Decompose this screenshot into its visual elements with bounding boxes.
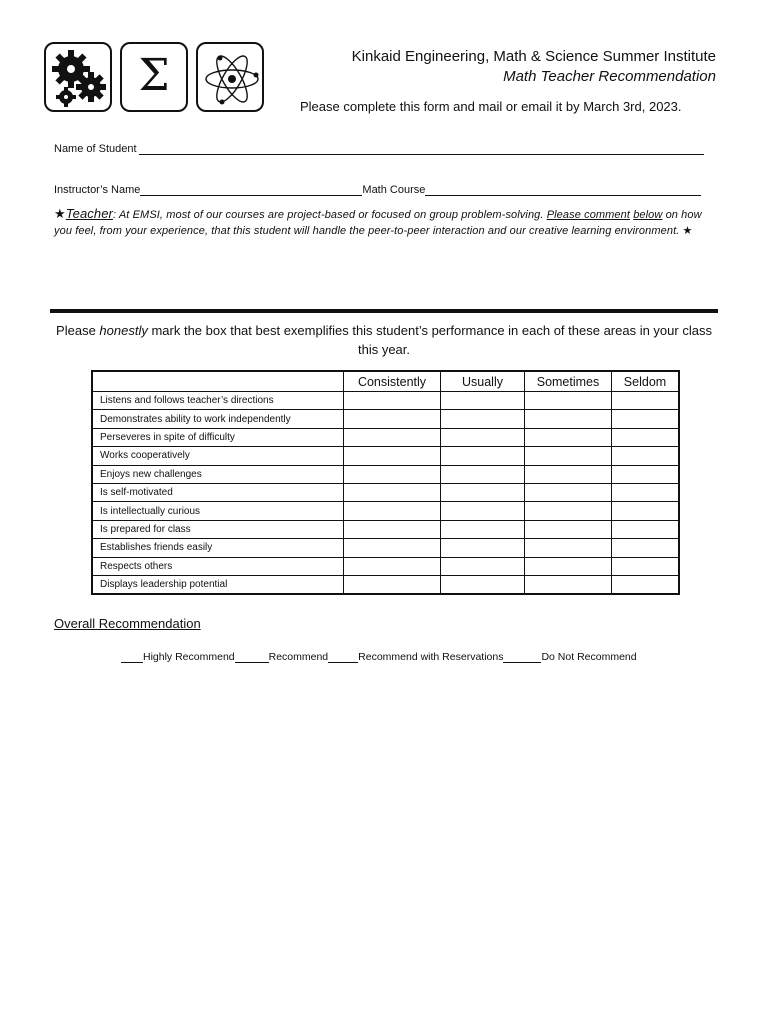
column-header: Consistently xyxy=(344,371,441,392)
rating-checkbox[interactable] xyxy=(525,520,612,538)
rating-checkbox[interactable] xyxy=(612,428,680,446)
table-header-row xyxy=(92,371,679,392)
rating-checkbox[interactable] xyxy=(344,447,441,465)
rating-checkbox[interactable] xyxy=(525,447,612,465)
teacher-note-text-a: At EMSI, most of our courses are project-based or focused on group problem-solving. xyxy=(116,209,547,221)
rating-checkbox[interactable] xyxy=(612,392,680,410)
rating-checkbox[interactable] xyxy=(344,502,441,520)
recommend-reservations-label: Recommend with Reservations xyxy=(358,651,504,663)
recommendation-options xyxy=(121,651,637,663)
criterion-label: Establishes friends easily xyxy=(92,539,344,557)
do-not-recommend-label: Do Not Recommend xyxy=(541,651,637,663)
do-not-recommend-blank[interactable] xyxy=(503,651,541,663)
below-text: below xyxy=(633,209,663,221)
student-name-label: Name of Student xyxy=(54,143,137,155)
sigma-icon: Σ xyxy=(138,50,170,101)
instructions: Please complete this form and mail or email it by March 3rd, 2023. xyxy=(300,99,682,114)
highly-recommend-blank[interactable] xyxy=(121,651,143,663)
rating-checkbox[interactable] xyxy=(525,502,612,520)
rating-checkbox[interactable] xyxy=(344,465,441,483)
table-row xyxy=(92,428,679,446)
criterion-label: Is prepared for class xyxy=(92,520,344,538)
atom-icon xyxy=(198,44,266,114)
rating-checkbox[interactable] xyxy=(525,428,612,446)
institute-title: Kinkaid Engineering, Math & Science Summer Institute xyxy=(351,48,716,65)
table-row xyxy=(92,539,679,557)
teacher-note-text-b: on how you feel, from your experience, that this student will handle the peer-to-peer interaction and our creative learning environment. xyxy=(54,209,702,237)
criterion-label: Perseveres in spite of difficulty xyxy=(92,428,344,446)
rating-checkbox[interactable] xyxy=(612,447,680,465)
performance-table-body xyxy=(92,392,679,595)
criterion-label: Works cooperatively xyxy=(92,447,344,465)
rating-checkbox[interactable] xyxy=(344,539,441,557)
rating-checkbox[interactable] xyxy=(525,539,612,557)
rating-checkbox[interactable] xyxy=(525,410,612,428)
section-divider xyxy=(50,309,718,313)
table-row xyxy=(92,575,679,594)
please-comment-text: Please comment xyxy=(546,209,631,221)
table-row xyxy=(92,520,679,538)
rating-checkbox[interactable] xyxy=(344,575,441,594)
table-row xyxy=(92,410,679,428)
instructor-label: Instructor’s Name xyxy=(54,184,141,196)
column-header: Sometimes xyxy=(525,371,612,392)
instructor-row xyxy=(54,183,701,196)
rating-checkbox[interactable] xyxy=(441,447,525,465)
rating-checkbox[interactable] xyxy=(441,465,525,483)
math-course-field[interactable] xyxy=(425,183,701,196)
end-star-icon: ★ xyxy=(682,225,693,237)
rating-checkbox[interactable] xyxy=(441,575,525,594)
rating-checkbox[interactable] xyxy=(612,557,680,575)
table-row xyxy=(92,557,679,575)
table-row xyxy=(92,502,679,520)
student-name-field[interactable] xyxy=(139,142,704,155)
criterion-label: Demonstrates ability to work independently xyxy=(92,410,344,428)
header xyxy=(352,47,716,87)
criterion-label: Listens and follows teacher’s directions xyxy=(92,392,344,410)
gears-logo xyxy=(44,42,112,112)
column-header: Usually xyxy=(441,371,525,392)
rating-checkbox[interactable] xyxy=(441,392,525,410)
star-icon: ★ xyxy=(54,206,66,221)
rating-checkbox[interactable] xyxy=(612,465,680,483)
rating-checkbox[interactable] xyxy=(344,483,441,501)
rating-checkbox[interactable] xyxy=(612,539,680,557)
rating-checkbox[interactable] xyxy=(612,483,680,501)
rating-checkbox[interactable] xyxy=(525,557,612,575)
rating-checkbox[interactable] xyxy=(525,575,612,594)
atom-logo xyxy=(196,42,264,112)
teacher-colon: : xyxy=(112,209,117,221)
rating-checkbox[interactable] xyxy=(612,520,680,538)
column-header: Seldom xyxy=(612,371,680,392)
rating-checkbox[interactable] xyxy=(612,410,680,428)
criterion-label: Is self-motivated xyxy=(92,483,344,501)
rating-checkbox[interactable] xyxy=(441,428,525,446)
teacher-label: Teacher xyxy=(65,206,113,221)
criterion-label: Enjoys new challenges xyxy=(92,465,344,483)
rating-checkbox[interactable] xyxy=(344,557,441,575)
performance-intro xyxy=(54,321,714,359)
table-row xyxy=(92,447,679,465)
performance-table xyxy=(91,370,680,595)
criterion-label: Respects others xyxy=(92,557,344,575)
table-row xyxy=(92,483,679,501)
sigma-logo xyxy=(120,42,188,112)
criteria-header xyxy=(92,371,344,392)
table-row xyxy=(92,392,679,410)
math-course-label: Math Course xyxy=(362,184,426,196)
recommend-reservations-blank[interactable] xyxy=(328,651,358,663)
rating-checkbox[interactable] xyxy=(441,520,525,538)
highly-recommend-label: Highly Recommend xyxy=(143,651,235,663)
perf-intro-b: mark the box that best exemplifies this student’s performance in each of these areas in your class this year. xyxy=(147,323,712,357)
gears-icon xyxy=(46,44,114,114)
rating-checkbox[interactable] xyxy=(344,410,441,428)
student-name-row xyxy=(54,142,704,155)
form-title: Math Teacher Recommendation xyxy=(503,68,716,85)
rating-checkbox[interactable] xyxy=(612,502,680,520)
instructor-name-field[interactable] xyxy=(140,183,362,196)
recommend-label: Recommend xyxy=(268,651,329,663)
criterion-label: Displays leadership potential xyxy=(92,575,344,594)
rating-checkbox[interactable] xyxy=(441,539,525,557)
rating-checkbox[interactable] xyxy=(441,483,525,501)
rating-checkbox[interactable] xyxy=(344,520,441,538)
rating-checkbox[interactable] xyxy=(441,502,525,520)
rating-checkbox[interactable] xyxy=(441,410,525,428)
perf-intro-emphasis: honestly xyxy=(99,323,148,338)
rating-checkbox[interactable] xyxy=(525,483,612,501)
recommend-blank[interactable] xyxy=(235,651,269,663)
rating-checkbox[interactable] xyxy=(344,392,441,410)
rating-checkbox[interactable] xyxy=(525,465,612,483)
overall-title: Overall Recommendation xyxy=(54,616,201,631)
teacher-note xyxy=(54,206,718,239)
perf-intro-a: Please xyxy=(56,323,100,338)
rating-checkbox[interactable] xyxy=(441,557,525,575)
rating-checkbox[interactable] xyxy=(525,392,612,410)
table-row xyxy=(92,465,679,483)
rating-checkbox[interactable] xyxy=(612,575,680,594)
rating-checkbox[interactable] xyxy=(344,428,441,446)
criterion-label: Is intellectually curious xyxy=(92,502,344,520)
